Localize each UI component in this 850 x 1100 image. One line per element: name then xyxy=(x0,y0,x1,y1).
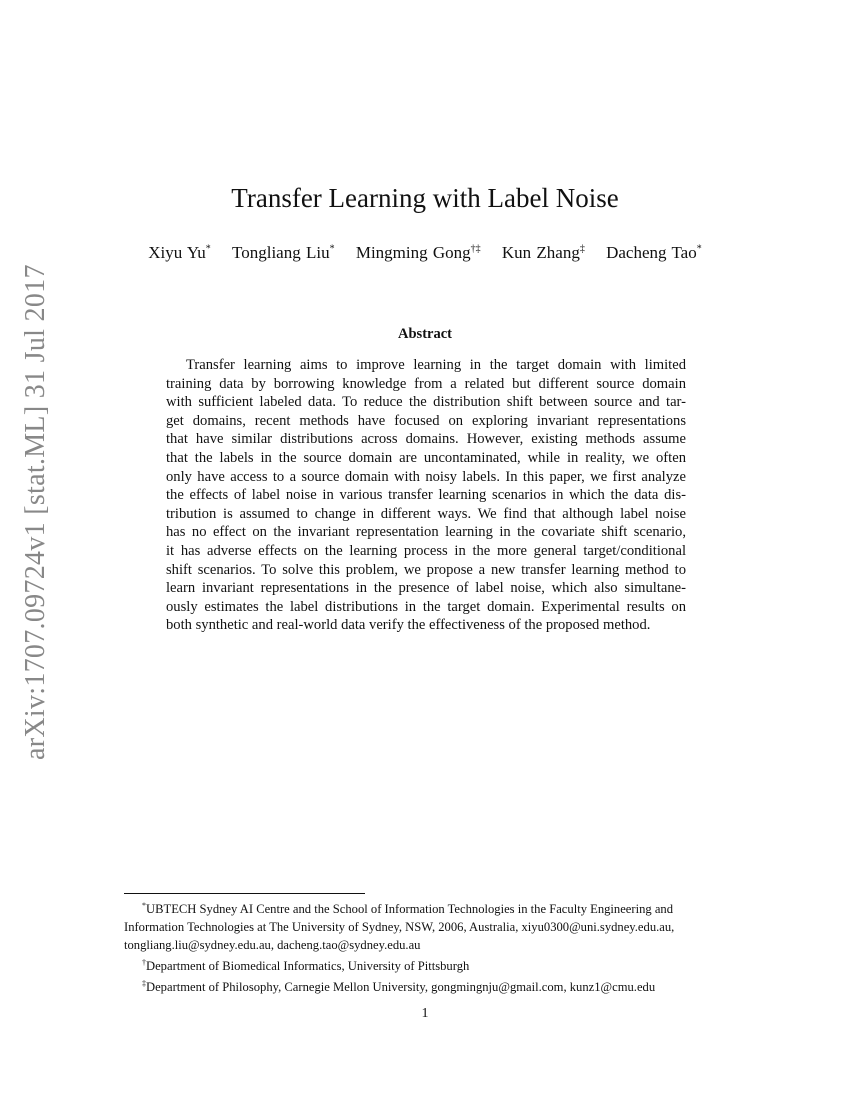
footnote-mark: * xyxy=(142,901,146,910)
abstract-heading: Abstract xyxy=(398,326,452,342)
abstract-line: Transfer learning aims to improve learning in the target domain with limited xyxy=(186,357,686,373)
abstract-line: both synthetic and real-world data verify the effectiveness of the proposed method. xyxy=(166,617,651,634)
footnote-text: Department of Philosophy, Carnegie Mellon University, gongmingnju@gmail.com, kunz1@cmu.edu xyxy=(146,980,656,995)
author-name: Dacheng Tao xyxy=(606,243,697,262)
footnote-line: tongliang.liu@sydney.edu.au, dacheng.tao@sydney.edu.au xyxy=(124,938,421,953)
abstract-line: with sufficient labeled data. To reduce the distribution shift between source and tar- xyxy=(166,394,686,411)
abstract-body xyxy=(166,356,686,635)
author-name: Mingming Gong xyxy=(355,243,471,262)
footnote-text: UBTECH Sydney AI Centre and the School of Information Technologies in the Faculty Engineering and xyxy=(146,902,674,917)
author xyxy=(356,243,481,262)
author-name: Xiyu Yu xyxy=(148,243,206,262)
page-number: 1 xyxy=(421,1006,429,1021)
author-name: Tongliang Liu xyxy=(232,243,330,262)
abstract-line: tribution is assumed to change in different ways. We find that although label noise xyxy=(166,505,686,522)
abstract-line: learn invariant representations in the presence of label noise, which also simultane- xyxy=(166,580,686,597)
abstract-line: that the labels in the source domain are uncontaminated, while in reality, we often xyxy=(166,449,686,466)
author-list xyxy=(0,243,850,263)
affiliation-mark: * xyxy=(696,243,702,255)
abstract-line: only have access to a source domain with noisy labels. In this paper, we first analyze xyxy=(166,468,686,485)
affiliation-mark: †‡ xyxy=(470,243,481,255)
abstract-line: has no effect on the invariant representation learning in the covariate shift scenario, xyxy=(166,524,686,541)
abstract-line: it has adverse effects on the learning process in the more general target/conditional xyxy=(166,542,686,559)
author xyxy=(606,243,702,262)
footnote-line xyxy=(124,897,729,918)
footnote-mark: † xyxy=(142,958,146,968)
author-name: Kun Zhang xyxy=(501,243,580,262)
affiliation-mark: ‡ xyxy=(579,243,585,255)
footnote-rule xyxy=(124,893,365,894)
abstract-line: ously estimates the label distributions in the target domain. Experimental results on xyxy=(166,598,686,615)
arxiv-stamp: arXiv:1707.09724v1 [stat.ML] 31 Jul 2017 xyxy=(20,264,51,760)
footnote-2 xyxy=(124,954,729,975)
footnote-mark: ‡ xyxy=(142,979,146,989)
author xyxy=(502,243,585,262)
abstract-line: training data by borrowing knowledge from a related but different source domain xyxy=(166,375,686,392)
affiliation-mark: * xyxy=(329,243,335,255)
affiliation-mark: * xyxy=(205,243,211,255)
footnote-3 xyxy=(124,975,729,996)
abstract-line: get domains, recent methods have focused on exploring invariant representations xyxy=(166,412,686,429)
abstract-line: shift scenarios. To solve this problem, we propose a new transfer learning method to xyxy=(166,561,686,578)
footnote-1 xyxy=(124,897,729,997)
footnote-text: Department of Biomedical Informatics, University of Pittsburgh xyxy=(146,959,470,974)
author xyxy=(232,243,335,262)
paper-title: Transfer Learning with Label Noise xyxy=(231,183,619,213)
abstract-line: the effects of label noise in various transfer learning scenarios in which the data dis- xyxy=(166,487,686,504)
footnote-line: Information Technologies at The University of Sydney, NSW, 2006, Australia, xiyu0300@uni.sydney.edu.au, xyxy=(124,920,675,935)
abstract-line: that have similar distributions across domains. However, existing methods assume xyxy=(166,431,686,448)
author xyxy=(148,243,211,262)
